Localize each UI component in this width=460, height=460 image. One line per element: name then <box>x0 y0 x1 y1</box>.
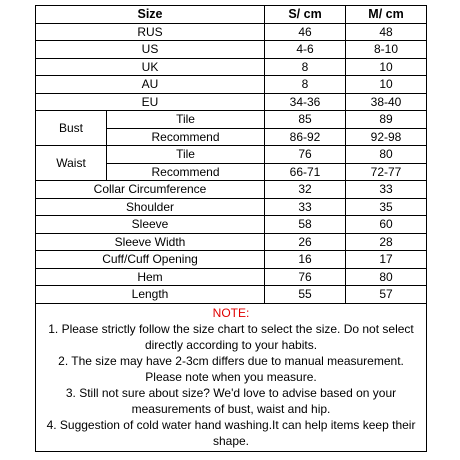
table-row <box>36 23 427 41</box>
s-value: 16 <box>265 251 346 269</box>
row-label: Collar Circumference <box>36 181 265 199</box>
note-line: 2. The size may have 2-3cm differs due to manual measurement. Please note when you measure. <box>58 353 404 384</box>
s-cm-header: S/ cm <box>265 6 346 24</box>
m-value: 72-77 <box>346 163 427 181</box>
row-sublabel: Recommend <box>107 128 265 146</box>
s-value: 32 <box>265 181 346 199</box>
s-value: 86-92 <box>265 128 346 146</box>
m-cm-header: M/ cm <box>346 6 427 24</box>
row-sublabel: Tile <box>107 111 265 129</box>
table-row <box>36 198 427 216</box>
m-value: 48 <box>346 23 427 41</box>
note-line: 1. Please strictly follow the size chart to select the size. Do not select directly according to your habits. <box>48 321 414 352</box>
m-value: 80 <box>346 146 427 164</box>
s-value: 58 <box>265 216 346 234</box>
table-row <box>36 251 427 269</box>
s-value: 76 <box>265 268 346 286</box>
row-label: RUS <box>36 23 265 41</box>
s-value: 4-6 <box>265 41 346 59</box>
waist-group-label: Waist <box>36 146 107 181</box>
m-value: 8-10 <box>346 41 427 59</box>
header-row <box>36 6 427 24</box>
s-value: 8 <box>265 76 346 94</box>
row-label: UK <box>36 58 265 76</box>
s-value: 85 <box>265 111 346 129</box>
m-value: 80 <box>346 268 427 286</box>
m-value: 89 <box>346 111 427 129</box>
m-value: 17 <box>346 251 427 269</box>
table-row <box>36 41 427 59</box>
s-value: 26 <box>265 233 346 251</box>
table-row <box>36 233 427 251</box>
row-label: Length <box>36 286 265 304</box>
note-line: 4. Suggestion of cold water hand washing.It can help items keep their shape. <box>46 417 416 448</box>
s-value: 66-71 <box>265 163 346 181</box>
row-sublabel: Recommend <box>107 163 265 181</box>
row-label: Cuff/Cuff Opening <box>36 251 265 269</box>
table-row <box>36 286 427 304</box>
table-row <box>36 111 427 129</box>
m-value: 57 <box>346 286 427 304</box>
table-row <box>36 181 427 199</box>
m-value: 10 <box>346 58 427 76</box>
note-row <box>36 303 427 451</box>
size-header: Size <box>36 6 265 24</box>
m-value: 10 <box>346 76 427 94</box>
s-value: 34-36 <box>265 93 346 111</box>
table-row <box>36 216 427 234</box>
row-label: US <box>36 41 265 59</box>
note-line: 3. Still not sure about size? We'd love to advise based on your measurements of bust, waist and hip. <box>65 385 397 416</box>
row-sublabel: Tile <box>107 146 265 164</box>
table-row <box>36 146 427 164</box>
size-chart-table <box>35 5 427 452</box>
m-value: 60 <box>346 216 427 234</box>
table-row <box>36 93 427 111</box>
m-value: 92-98 <box>346 128 427 146</box>
row-label: EU <box>36 93 265 111</box>
row-label: Shoulder <box>36 198 265 216</box>
row-label: Hem <box>36 268 265 286</box>
row-label: AU <box>36 76 265 94</box>
note-title: NOTE: <box>212 305 250 320</box>
m-value: 28 <box>346 233 427 251</box>
m-value: 35 <box>346 198 427 216</box>
row-label: Sleeve <box>36 216 265 234</box>
table-row <box>36 76 427 94</box>
table-row <box>36 268 427 286</box>
s-value: 46 <box>265 23 346 41</box>
s-value: 8 <box>265 58 346 76</box>
m-value: 33 <box>346 181 427 199</box>
note-cell <box>36 303 427 451</box>
table-row <box>36 58 427 76</box>
m-value: 38-40 <box>346 93 427 111</box>
s-value: 55 <box>265 286 346 304</box>
row-label: Sleeve Width <box>36 233 265 251</box>
bust-group-label: Bust <box>36 111 107 146</box>
s-value: 76 <box>265 146 346 164</box>
s-value: 33 <box>265 198 346 216</box>
